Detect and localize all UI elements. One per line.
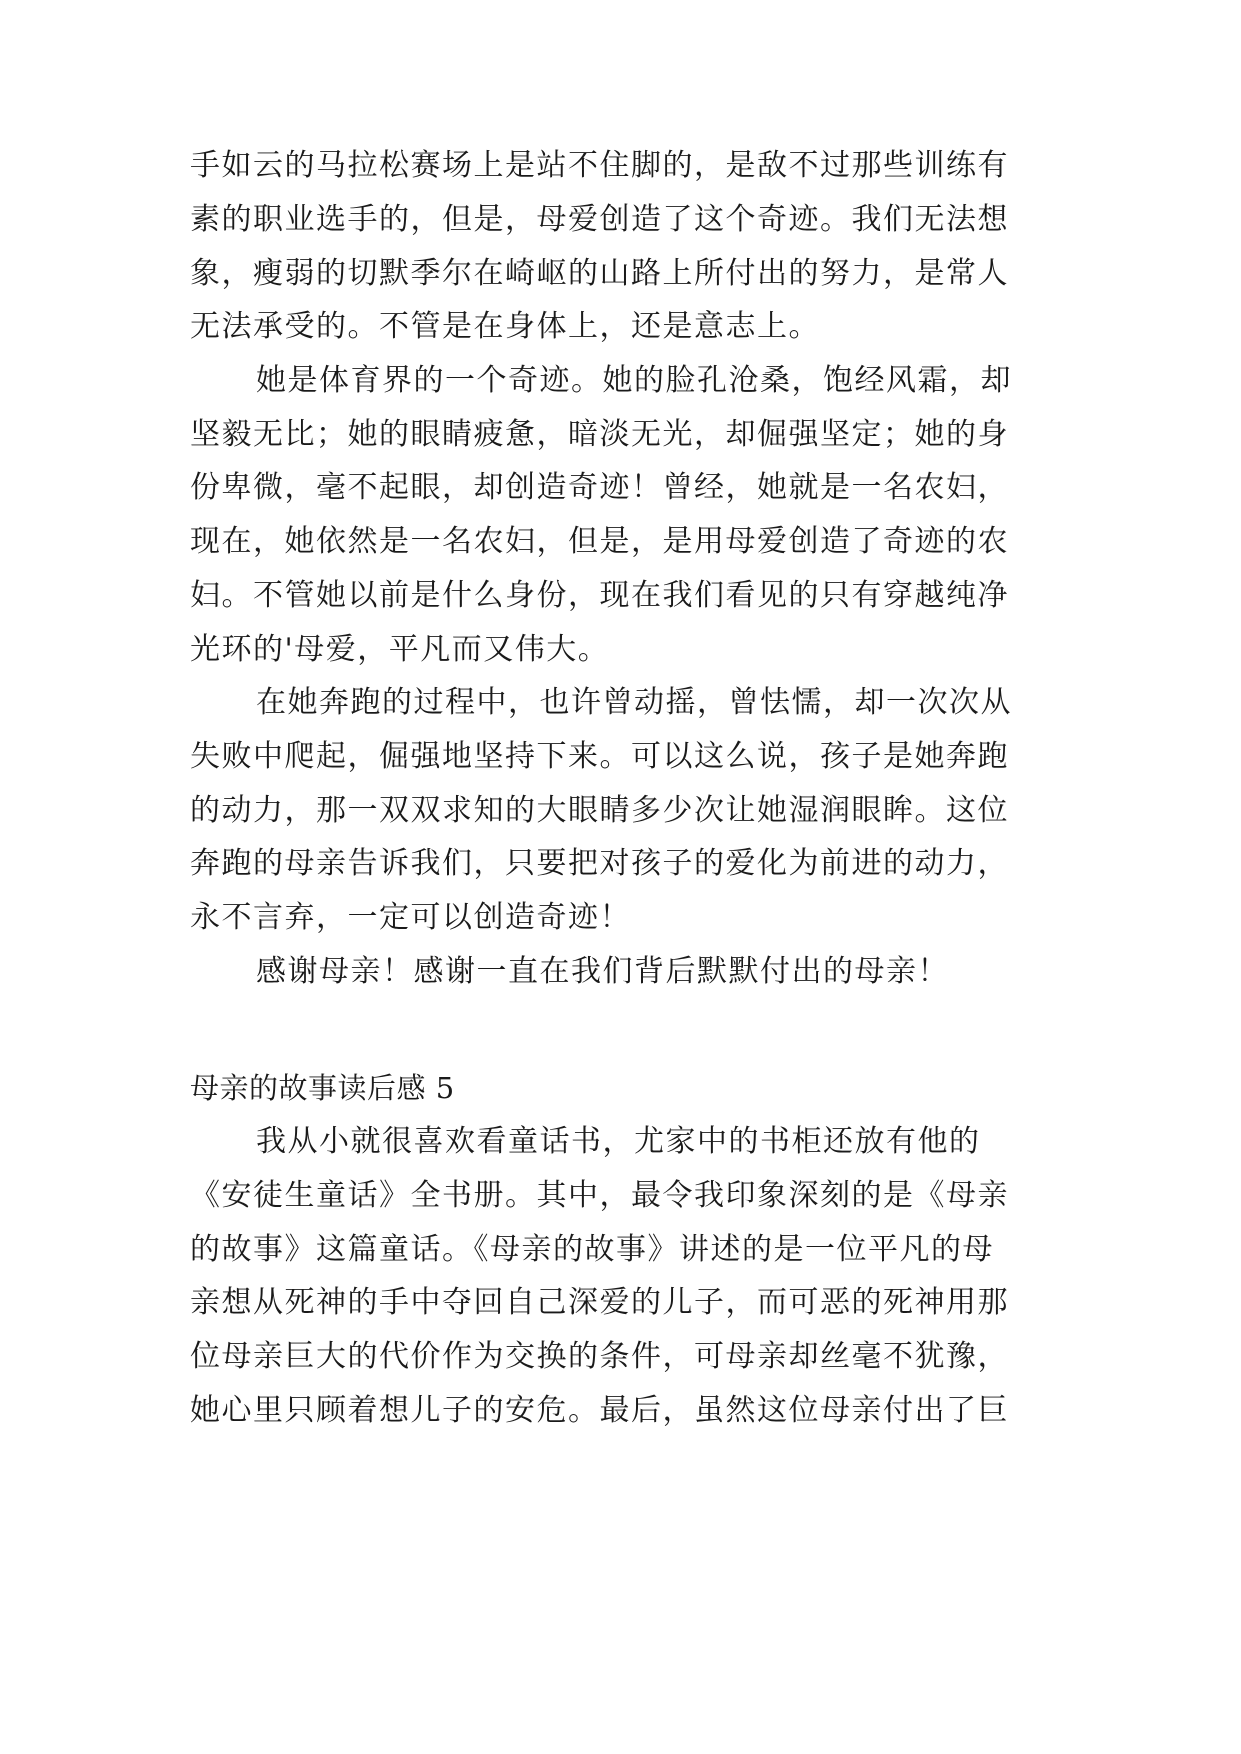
paragraph-line: 现在，她依然是一名农妇，但是，是用母爱创造了奇迹的农 [190, 524, 1009, 559]
paragraph-line: 奔跑的母亲告诉我们，只要把对孩子的爱化为前进的动力， [190, 846, 1009, 881]
paragraph-line: 的故事》这篇童话。《母亲的故事》讲述的是一位平凡的母 [190, 1232, 994, 1267]
paragraph-line: 素的职业选手的，但是，母爱创造了这个奇迹。我们无法想 [190, 202, 1009, 237]
paragraph-line: 坚毅无比；她的眼睛疲惫，暗淡无光，却倔强坚定；她的身 [190, 417, 1009, 452]
paragraph-line: 她是体育界的一个奇迹。她的脸孔沧桑，饱经风霜，却 [256, 363, 1012, 398]
paragraph-line: 份卑微，毫不起眼，却创造奇迹！曾经，她就是一名农妇， [190, 470, 1009, 505]
section-title: 母亲的故事读后感 5 [190, 1071, 455, 1105]
paragraph-line: 象，瘦弱的切默季尔在崎岖的山路上所付出的努力，是常人 [190, 256, 1009, 291]
paragraph-line: 我从小就很喜欢看童话书，尤家中的书柜还放有他的 [256, 1124, 981, 1159]
paragraph-line: 无法承受的。不管是在身体上，还是意志上。 [190, 309, 820, 344]
paragraph-line: 的动力，那一双双求知的大眼睛多少次让她湿润眼眸。这位 [190, 793, 1009, 828]
paragraph-line: 《安徒生童话》全书册。其中，最令我印象深刻的是《母亲 [190, 1178, 1009, 1213]
paragraph-line: 妇。不管她以前是什么身份，现在我们看见的只有穿越纯净 [190, 578, 1009, 613]
paragraph-line: 她心里只顾着想儿子的安危。最后，虽然这位母亲付出了巨 [190, 1393, 1009, 1428]
paragraph-line: 永不言弃，一定可以创造奇迹！ [190, 900, 631, 935]
paragraph-line: 感谢母亲！感谢一直在我们背后默默付出的母亲！ [256, 954, 949, 989]
paragraph-line: 在她奔跑的过程中，也许曾动摇，曾怯懦，却一次次从 [256, 685, 1012, 720]
paragraph-line: 亲想从死神的手中夺回自己深爱的儿子，而可恶的死神用那 [190, 1285, 1009, 1320]
paragraph-line: 失败中爬起，倔强地坚持下来。可以这么说，孩子是她奔跑 [190, 739, 1009, 774]
paragraph-line: 位母亲巨大的代价作为交换的条件，可母亲却丝毫不犹豫， [190, 1339, 1009, 1374]
paragraph-line: 光环的'母爱，平凡而又伟大。 [190, 632, 610, 667]
paragraph-line: 手如云的马拉松赛场上是站不住脚的，是敌不过那些训练有 [190, 148, 1009, 183]
